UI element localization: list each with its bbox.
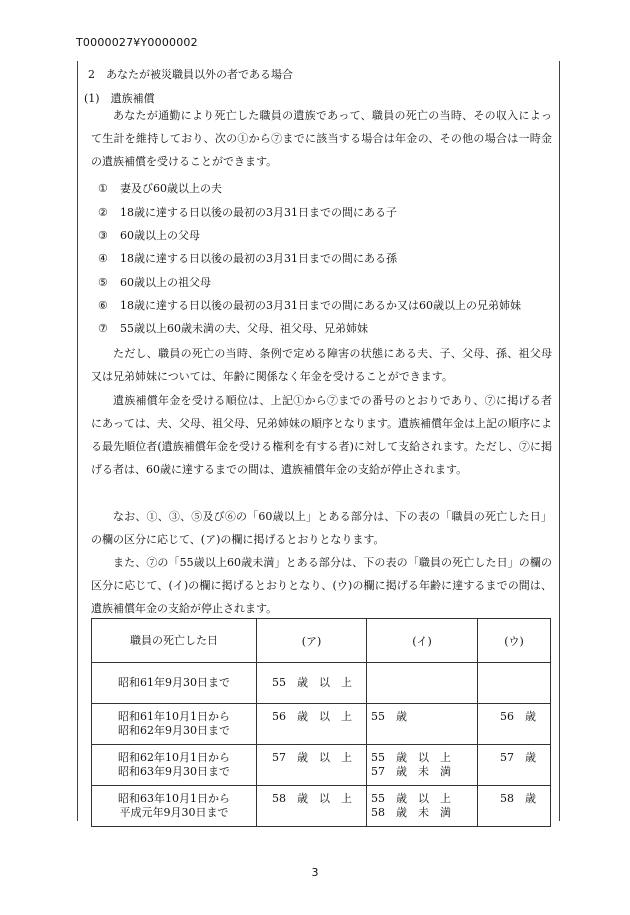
table-row xyxy=(92,786,551,827)
list-item: ① 妻及び60歳以上の夫 xyxy=(98,182,222,195)
header-death-date: 職員の死亡した日 xyxy=(92,619,257,663)
i-cell: 55 歳 xyxy=(367,704,478,745)
u-cell: 58 歳 xyxy=(478,786,551,827)
list-item: ③ 60歳以上の父母 xyxy=(98,229,200,242)
death-date-cell: 昭和61年10月1日から 昭和62年9月30日まで xyxy=(92,704,257,745)
list-item: ⑤ 60歳以上の祖父母 xyxy=(98,276,211,289)
page-number: 3 xyxy=(311,866,319,879)
table-row xyxy=(92,663,551,704)
table-header-row xyxy=(92,619,551,663)
list-item: ⑥ 18歳に達する日以後の最初の3月31日までの間にあるか又は60歳以上の兄弟姉妹 xyxy=(98,299,521,312)
order-paragraph: 遺族補償年金を受ける順位は、上記①から⑦までの番号のとおりであり、⑦に掲げる者にあっては、夫、父母、祖父母、兄弟姉妹の順序となります。遺族補償年金は上記の順序による最先順位者(遺族補償年金を受ける権利を有する者)に対して支給されます。ただし、⑦に掲げる者は、60歳に達するまでの間は、遺族補償年金の支給が停止されます。 xyxy=(91,394,553,476)
also-paragraph: また、⑦の「55歳以上60歳未満」とある部分は、下の表の「職員の死亡した日」の欄の区分に応じて、(イ)の欄に掲げるとおりとなり、(ウ)の欄に掲げる年齢に達するまでの間は、遺族補償年金の支給が停止されます。 xyxy=(91,556,552,615)
header-u: (ウ) xyxy=(478,619,551,663)
a-cell: 55 歳 以 上 xyxy=(257,663,367,704)
section-heading: 2 あなたが被災職員以外の者である場合 xyxy=(88,68,293,81)
i-cell xyxy=(367,663,478,704)
intro-paragraph: あなたが通勤により死亡した職員の遺族であって、職員の死亡の当時、その収入によって生計を維持しており、次の①から⑦までに該当する場合は年金の、その他の場合は一時金の遺族補償を受けることができます。 xyxy=(91,109,552,168)
header-a: (ア) xyxy=(257,619,367,663)
death-date-cell: 昭和62年10月1日から 昭和63年9月30日まで xyxy=(92,745,257,786)
a-cell: 56 歳 以 上 xyxy=(257,704,367,745)
i-cell: 55 歳 以 上 58 歳 未 満 xyxy=(367,786,478,827)
table-row xyxy=(92,745,551,786)
note-paragraph: なお、①、③、⑤及び⑥の「60歳以上」とある部分は、下の表の「職員の死亡した日」の欄の区分に応じて、(ア)の欄に掲げるとおりとなります。 xyxy=(91,510,552,546)
u-cell: 57 歳 xyxy=(478,745,551,786)
death-date-cell: 昭和61年9月30日まで xyxy=(92,663,257,704)
death-date-cell: 昭和63年10月1日から 平成元年9月30日まで xyxy=(92,786,257,827)
i-cell: 55 歳 以 上 57 歳 未 満 xyxy=(367,745,478,786)
a-cell: 58 歳 以 上 xyxy=(257,786,367,827)
subsection-heading: (1) 遺族補償 xyxy=(84,92,155,105)
document-id: T0000027¥Y0000002 xyxy=(76,36,198,49)
table-row xyxy=(92,704,551,745)
list-item: ② 18歳に達する日以後の最初の3月31日までの間にある子 xyxy=(98,206,397,219)
u-cell: 56 歳 xyxy=(478,704,551,745)
proviso-paragraph: ただし、職員の死亡の当時、条例で定める障害の状態にある夫、子、父母、孫、祖父母又は兄弟姉妹については、年齢に関係なく年金を受けることができます。 xyxy=(91,347,552,383)
list-item: ⑦ 55歳以上60歳未満の夫、父母、祖父母、兄弟姉妹 xyxy=(98,322,368,335)
age-table xyxy=(91,618,551,827)
list-item: ④ 18歳に達する日以後の最初の3月31日までの間にある孫 xyxy=(98,252,397,265)
header-i: (イ) xyxy=(367,619,478,663)
a-cell: 57 歳 以 上 xyxy=(257,745,367,786)
u-cell xyxy=(478,663,551,704)
